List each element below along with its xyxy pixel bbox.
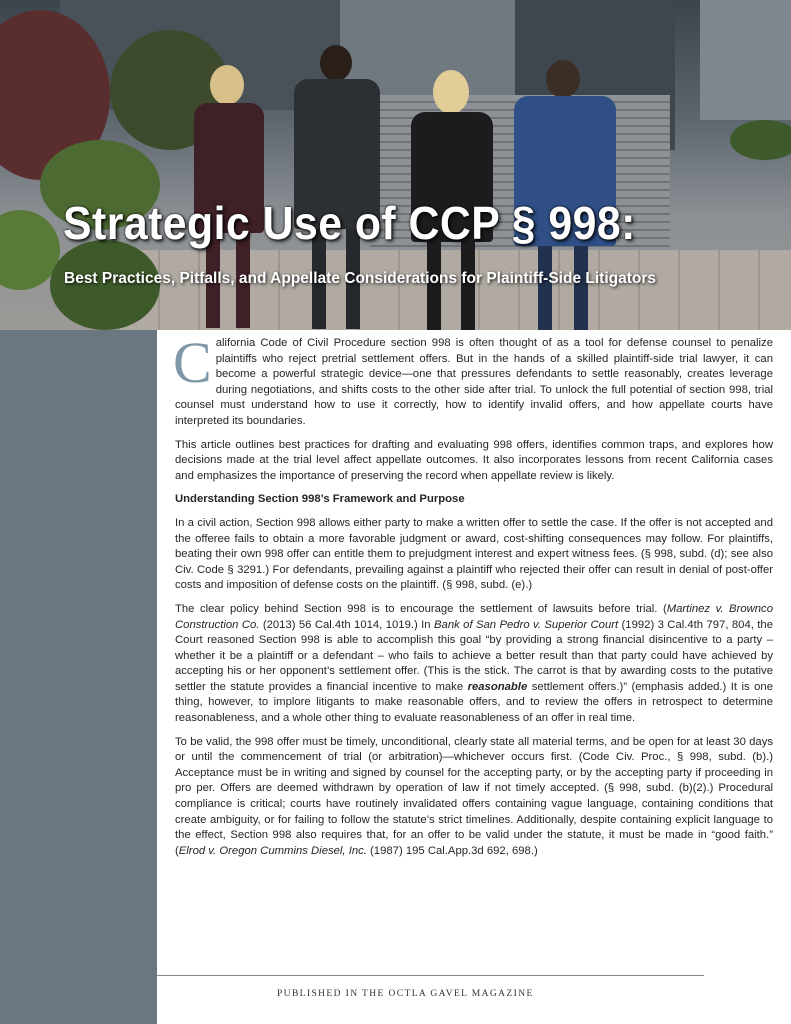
p5-text-2: (1987) 195 Cal.App.3d 692, 698.) xyxy=(366,844,538,857)
drop-cap: C xyxy=(173,330,212,395)
article-subtitle: Best Practices, Pitfalls, and Appellate Considerations for Plaintiff-Side Litigators xyxy=(64,270,656,287)
person-4 xyxy=(510,60,620,330)
paragraph-4 xyxy=(175,602,773,727)
case-citation-martinez: Martinez v. Brownco Construction Co. xyxy=(175,602,773,631)
paragraph-5 xyxy=(175,735,773,860)
intro-paragraph xyxy=(173,330,773,430)
case-citation-elrod: Elrod v. Oregon Cummins Diesel, Inc. xyxy=(178,844,367,857)
intro-text: alifornia Code of Civil Procedure section 998 is often thought of as a tool for defense counsel to penalize plaintiffs who reject pretrial settlement offers. But in the hands of a skilled plaintiff-side trial lawyer, it can become a powerful strategic device—one that pressures defendants to settle reasonably, creates leverage during negotiations, and shifts costs to the other side after trial. To unlock the full potential of section 998, trial counsel must understand how to use it correctly, how to identify invalid offers, and how appellate courts have interpreted its boundaries. xyxy=(175,337,773,427)
emphasis-reasonable: reasonable xyxy=(467,680,528,693)
p4-text-4: settlement offers.)” (emphasis added.) It is one thing, however, to implore litigants to make reasonable offers, and to review the offers in retrospect to determine reasonableness, and a whole other thing to evaluate reasonableness of an offer in real time. xyxy=(175,680,773,725)
article-title: Strategic Use of CCP § 998: xyxy=(63,197,636,249)
footer-divider xyxy=(157,975,704,976)
building-far-right xyxy=(700,0,791,120)
footer-publication: PUBLISHED IN THE OCTLA GAVEL MAGAZINE xyxy=(277,989,534,999)
paragraph-2: This article outlines best practices for drafting and evaluating 998 offers, identifies common traps, and explores how decisions made at the trial level affect appellate outcomes. It also incorporates lessons from recent California cases and emphasizes the importance of preserving the record when appellate review is likely. xyxy=(175,438,773,482)
sidebar-panel xyxy=(0,330,157,1024)
p5-text-1: To be valid, the 998 offer must be timely, unconditional, clearly state all material terms, and be open for at least 30 days or until the commencement of trial (or arbitration)—whichever occurs first. (Code Civ. Proc., § 998, subd. (b).) Acceptance must be in writing and signed by counsel for the accepting party, or by the accepting party if proceeding in pro per. Offers are deemed withdrawn by operation of law if not timely accepted. (§ 998, subd. (b)(2).) Procedural compliance is critical; courts have routinely invalidated offers containing vague language, containing conditions that create ambiguity, or for failing to follow the statute’s strict timelines. Additionally, despite containing explicit language to the effect, Section 998 also requires that, for an offer to be valid under the statute, it must be made in “good faith.” ( xyxy=(175,735,773,857)
section-heading: Understanding Section 998’s Framework and Purpose xyxy=(175,493,465,506)
shrub xyxy=(730,120,791,160)
p4-text-2: (2013) 56 Cal.4th 1014, 1019.) In xyxy=(259,618,434,631)
p4-text-1: The clear policy behind Section 998 is to encourage the settlement of lawsuits before trial. ( xyxy=(175,602,667,615)
case-citation-bank-of-san-pedro: Bank of San Pedro v. Superior Court xyxy=(434,618,619,631)
article-body xyxy=(173,330,773,867)
p4-text-3: (1992) 3 Cal.4th 797, 804, the Court reasoned Section 998 is able to accomplish this goal “by providing a strong financial disincentive to a party – whether it be a plaintiff or a defendant – who fails to achieve a better result than that party could have achieved by accepting his or her opponent’s settlement offer. (This is the stick. The carrot is that by awarding costs to the putative settler the statute provides a financial incentive to make xyxy=(175,618,773,693)
paragraph-3: In a civil action, Section 998 allows either party to make a written offer to settle the case. If the offer is not accepted and the offeree fails to obtain a more favorable judgment or award, cost-shifting consequences may follow. For plaintiffs, beating their own 998 offer can entitle them to prejudgment interest and expert witness fees. (§ 998, subd. (d); see also Civ. Code § 3291.) For defendants, prevailing against a plaintiff who rejected their offer can result in denial of post-offer costs and imposition of defense costs on the plaintiff. (§ 998, subd. (e).) xyxy=(175,516,773,592)
